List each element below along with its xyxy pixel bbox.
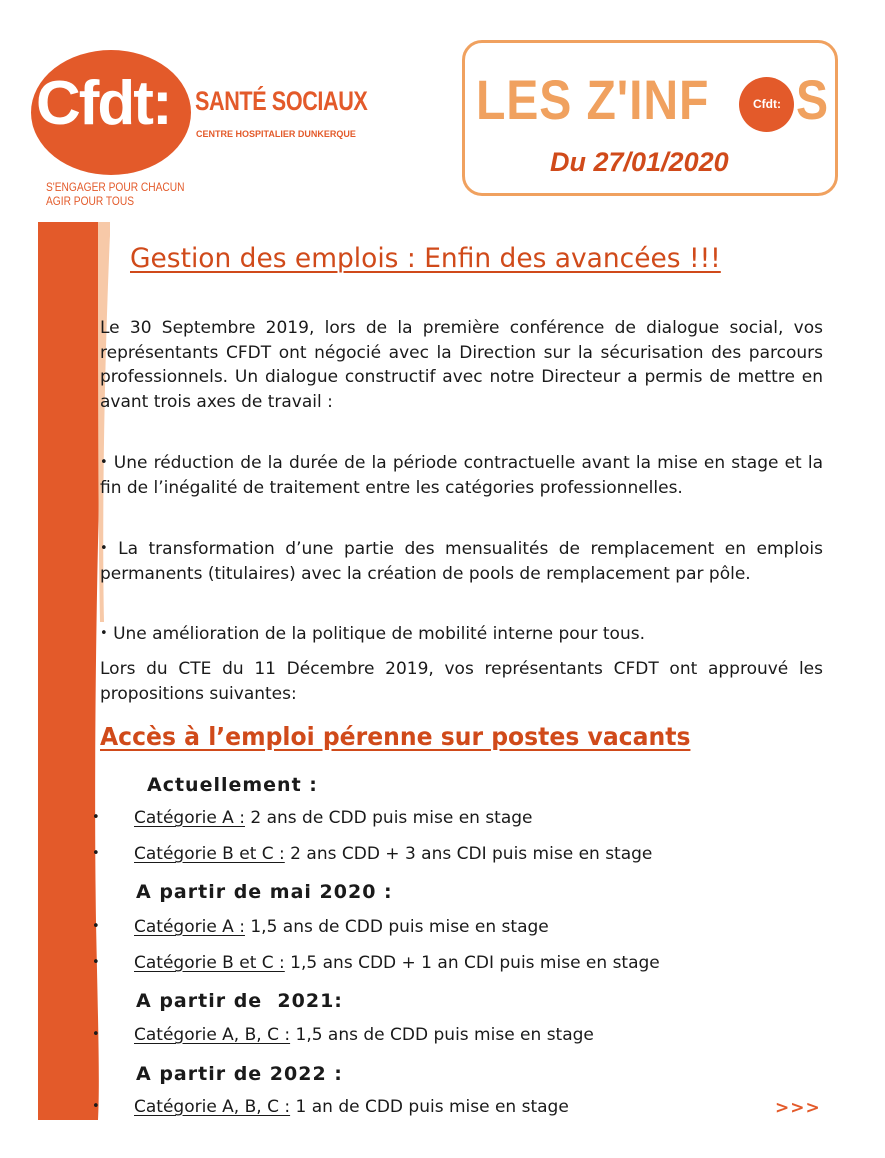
category-label: Catégorie B et C : — [134, 844, 285, 864]
item-text: 2 ans de CDD puis mise en stage — [244, 808, 533, 828]
axis-paragraph-1 — [100, 451, 823, 500]
period-label: Actuellement : — [147, 774, 318, 796]
section-title: Accès à l’emploi pérenne sur postes vacants — [100, 722, 691, 751]
bullet: • — [92, 1027, 100, 1042]
period-label: A partir de 2022 : — [136, 1063, 343, 1085]
category-label: Catégorie A : — [134, 917, 245, 937]
period-label: A partir de 2021: — [136, 990, 343, 1012]
bullet: • — [100, 541, 108, 556]
motto — [46, 180, 185, 208]
newsletter-title: LES Z'INF — [476, 68, 710, 131]
newsletter-badge: Cfdt: — [753, 97, 781, 111]
bullet: • — [92, 810, 100, 825]
motto-line-2: AGIR POUR TOUS — [46, 194, 135, 208]
bullet: • — [92, 846, 100, 861]
cfdt-logo-text: Cfdt: — [36, 69, 171, 138]
category-label: Catégorie B et C : — [134, 953, 285, 973]
bullet: • — [92, 919, 100, 934]
item-text: 1,5 ans CDD + 1 an CDI puis mise en stage — [284, 953, 660, 973]
newsletter-title-tail: S — [796, 68, 829, 131]
item-text: 2 ans CDD + 3 ans CDI puis mise en stage — [284, 844, 653, 864]
bullet: • — [100, 626, 108, 641]
period-label: A partir de mai 2020 : — [136, 881, 393, 903]
axis-text-2: La transformation d’une partie des mensualités de remplacement en emplois permanents (titulaires) avec la création de pools de remplacement par pôle. — [100, 539, 823, 584]
bullet: • — [100, 455, 108, 470]
list-item — [92, 917, 549, 937]
bullet: • — [92, 1099, 100, 1114]
list-item — [92, 1025, 594, 1045]
axis-paragraph-2 — [100, 537, 823, 586]
article-headline: Gestion des emplois : Enfin des avancées !!! — [130, 243, 721, 274]
newsletter-date: Du 27/01/2020 — [550, 147, 729, 177]
list-item — [92, 1097, 569, 1117]
brand-name: SANTÉ SOCIAUX — [195, 86, 368, 116]
intro-paragraph: Le 30 Septembre 2019, lors de la première conférence de dialogue social, vos représentants CFDT ont négocié avec la Direction sur la sécurisation des parcours professionnels. Un dialogue constructif avec notre Directeur a permis de mettre en avant trois axes de travail : — [100, 318, 823, 412]
item-text: 1,5 ans de CDD puis mise en stage — [290, 1025, 594, 1045]
category-label: Catégorie A : — [134, 808, 245, 828]
item-text: 1,5 ans de CDD puis mise en stage — [244, 917, 549, 937]
axis-paragraph-3 — [100, 622, 823, 647]
list-item — [92, 808, 533, 828]
cte-paragraph: Lors du CTE du 11 Décembre 2019, vos représentants CFDT ont approuvé les propositions suivantes: — [100, 659, 823, 704]
list-item — [92, 953, 660, 973]
category-label: Catégorie A, B, C : — [134, 1097, 291, 1117]
axis-text-1: Une réduction de la durée de la période contractuelle avant la mise en stage et la fin de l’inégalité de traitement entre les catégories professionnelles. — [100, 453, 823, 498]
axis-text-3: Une amélioration de la politique de mobilité interne pour tous. — [107, 624, 645, 644]
item-text: 1 an de CDD puis mise en stage — [290, 1097, 569, 1117]
category-label: Catégorie A, B, C : — [134, 1025, 291, 1045]
list-item — [92, 844, 652, 864]
bullet: • — [92, 955, 100, 970]
motto-line-1: S'ENGAGER POUR CHACUN — [46, 180, 185, 194]
brand-subtitle: CENTRE HOSPITALIER DUNKERQUE — [196, 129, 356, 139]
continue-marker: >>> — [775, 1098, 821, 1118]
